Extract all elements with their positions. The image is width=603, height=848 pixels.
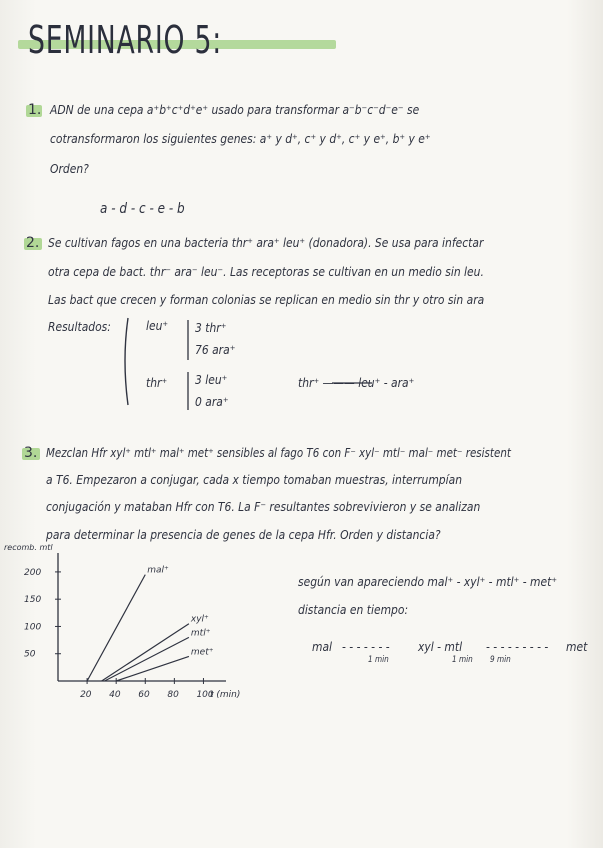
x-tick-label: 20 (80, 690, 92, 700)
series-line-1 (102, 624, 189, 681)
q2-gene-map: thr⁺ ——— leu⁺ - ara⁺ (298, 375, 415, 390)
q1-number: 1. (28, 102, 42, 118)
q3-line-2: a T6. Empezaron a conjugar, cada x tiempo tomaban muestras, interrumpían (46, 472, 463, 487)
q3-map-dash-2: - - - - - - - - - (486, 639, 549, 654)
y-tick-label: 100 (24, 622, 42, 633)
x-tick-label: 60 (138, 690, 150, 700)
q3-distance-3: 9 min (490, 655, 511, 665)
series-label-2: mtl⁺ (190, 628, 211, 639)
recombinant-chart (0, 540, 290, 710)
series-line-2 (105, 637, 189, 681)
q1-line-2: cotransformaron los siguientes genes: a⁺ y d⁺, c⁺ y d⁺, c⁺ y e⁺, b⁺ y e⁺ (50, 131, 431, 146)
q2-thr-label: thr⁺ (146, 375, 168, 390)
x-tick-label: 40 (109, 690, 121, 700)
q3-map-met: met (566, 639, 588, 654)
q2-leu-result-2: 76 ara⁺ (195, 342, 236, 357)
y-tick-label: 50 (24, 649, 36, 660)
q2-thr-result-2: 0 ara⁺ (195, 394, 229, 409)
q1-line-3: Orden? (50, 161, 89, 176)
q2-line-1: Se cultivan fagos en una bacteria thr⁺ ara⁺ leu⁺ (donadora). Se usa para infectar (48, 235, 484, 250)
y-tick-label: 150 (24, 595, 42, 606)
series-label-1: xyl⁺ (190, 614, 209, 625)
q3-map-dash-1: - - - - - - - (342, 639, 390, 654)
q3-line-4: para determinar la presencia de genes de la cepa Hfr. Orden y distancia? (46, 527, 441, 542)
q3-distance-2: 1 min (452, 655, 473, 665)
q3-answer-line-2: distancia en tiempo: (298, 602, 409, 617)
q3-line-1: Mezclan Hfr xyl⁺ mtl⁺ mal⁺ met⁺ sensibles al fago T6 con F⁻ xyl⁻ mtl⁻ mal⁻ met⁻ resistent (46, 446, 511, 460)
q2-leu-label: leu⁺ (146, 318, 169, 333)
q3-map-xyl-mtl: xyl - mtl (418, 639, 463, 654)
q3-line-3: conjugación y mataban Hfr con T6. La F⁻ resultantes sobrevivieron y se analizan (46, 499, 481, 514)
q2-line-3: Las bact que crecen y forman colonias se replican en medio sin thr y otro sin ara (48, 292, 485, 307)
q1-line-1: ADN de una cepa a⁺b⁺c⁺d⁺e⁺ usado para transformar a⁻b⁻c⁻d⁻e⁻ se (50, 102, 420, 117)
series-label-0: mal⁺ (147, 565, 169, 576)
q3-map-mal: mal (312, 639, 333, 654)
q2-thr-result-1: 3 leu⁺ (195, 372, 228, 387)
q2-leu-result-1: 3 thr⁺ (195, 320, 227, 335)
series-label-3: met⁺ (190, 647, 214, 658)
q3-number: 3. (24, 445, 38, 461)
q2-number: 2. (26, 235, 40, 251)
y-tick-label: 200 (24, 567, 42, 578)
x-tick-label: 80 (167, 690, 179, 700)
q2-line-2: otra cepa de bact. thr⁻ ara⁻ leu⁻. Las receptoras se cultivan en un medio sin leu. (48, 264, 484, 279)
q3-distance-1: 1 min (368, 655, 389, 665)
page-title: SEMINARIO 5: (28, 18, 222, 62)
q1-answer: a - d - c - e - b (100, 201, 185, 217)
q2-results-label: Resultados: (48, 319, 111, 334)
y-axis-label: recomb. mtl (4, 543, 53, 552)
x-axis-label: t (min) (210, 690, 241, 700)
x-tick-label: 100 (196, 690, 214, 700)
q3-answer-line-1: según van apareciendo mal⁺ - xyl⁺ - mtl⁺ - met⁺ (298, 574, 558, 589)
